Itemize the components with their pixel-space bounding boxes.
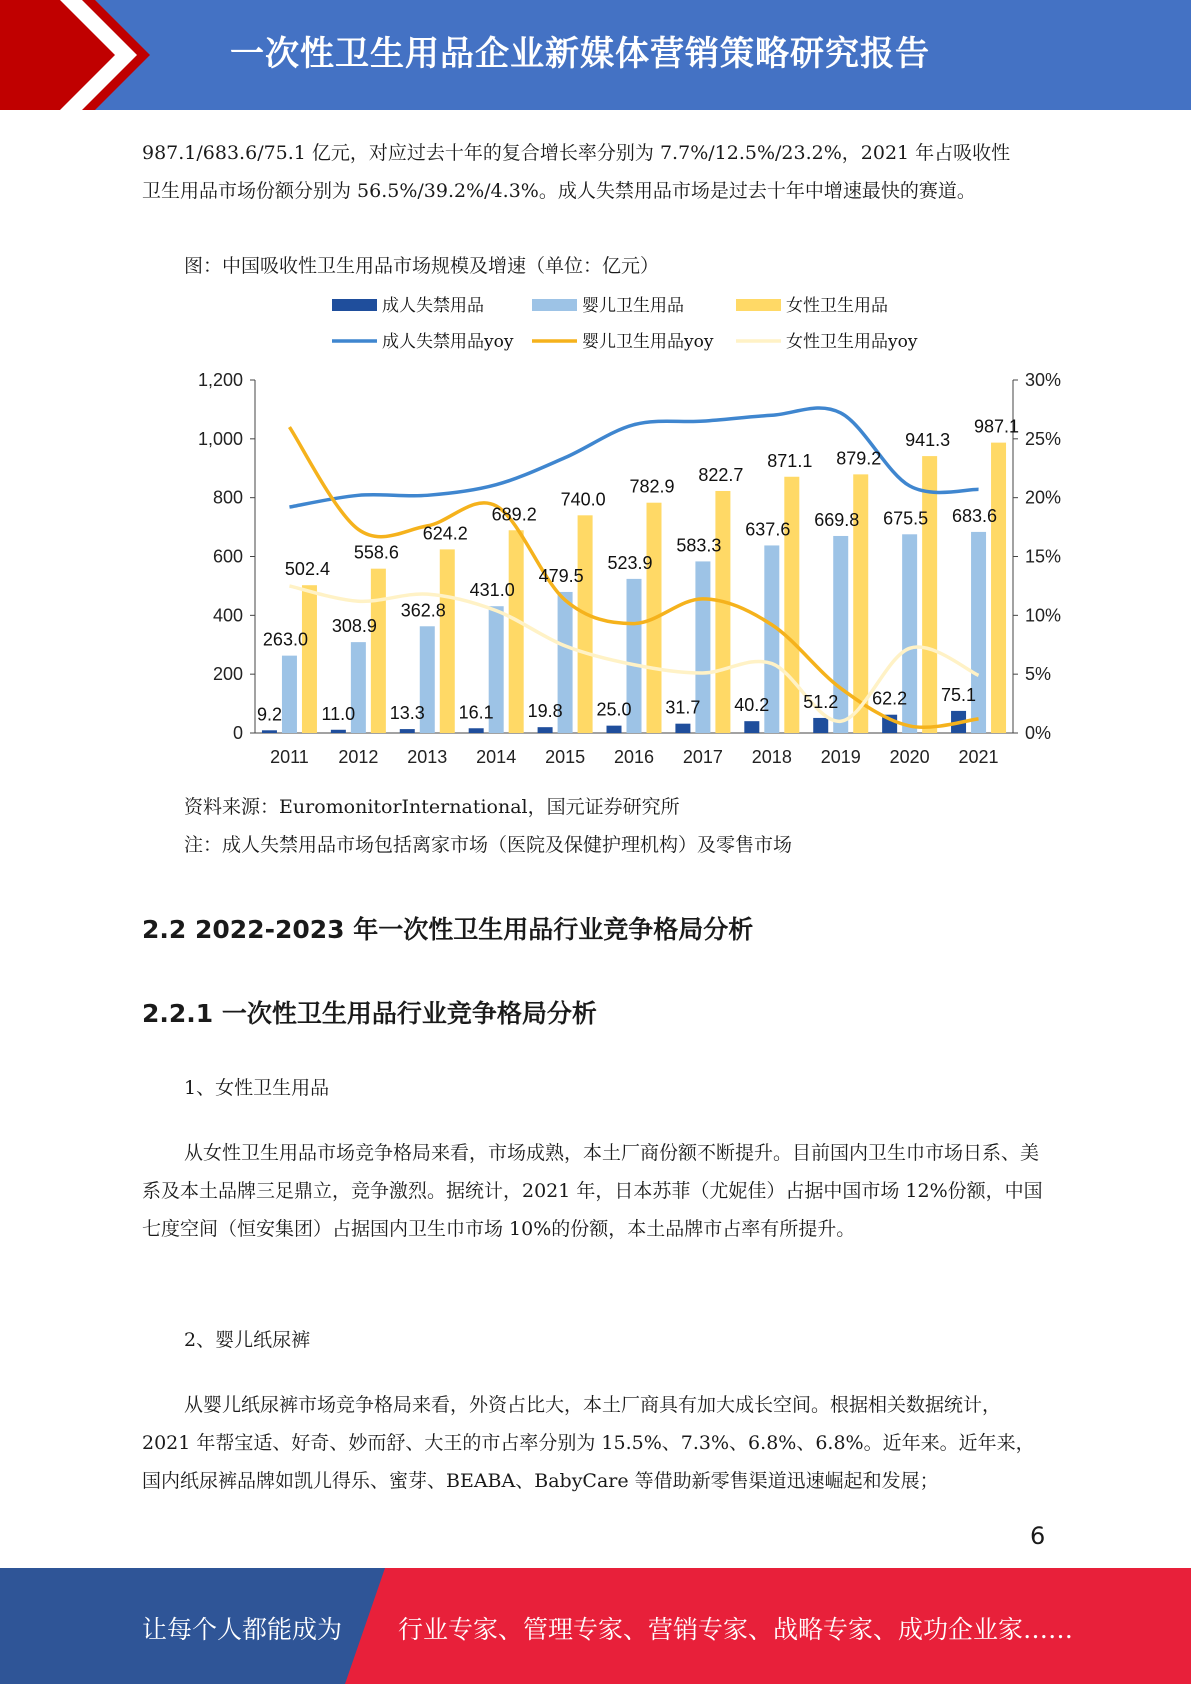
data-label: 941.3 xyxy=(905,430,951,451)
bar xyxy=(538,727,553,733)
y2-tick-label: 20% xyxy=(1025,487,1062,508)
legend-label: 婴儿卫生用品 xyxy=(582,296,684,316)
bar xyxy=(715,491,730,733)
page-header xyxy=(0,0,1191,110)
x-tick-label: 2011 xyxy=(270,747,309,767)
legend-swatch xyxy=(736,299,781,311)
legend-label: 女性卫生用品 xyxy=(786,296,888,316)
bar xyxy=(922,456,937,733)
data-label: 871.1 xyxy=(767,450,813,471)
data-label: 263.0 xyxy=(262,629,308,650)
figure-source: 资料来源：EuromonitorInternational，国元证券研究所 xyxy=(184,796,680,818)
y-tick-label: 800 xyxy=(212,487,243,508)
x-tick-label: 2021 xyxy=(958,747,999,767)
x-tick-label: 2016 xyxy=(613,747,655,767)
legend-label: 成人失禁用品yoy xyxy=(382,332,514,352)
data-label: 879.2 xyxy=(836,448,882,469)
data-label: 479.5 xyxy=(538,565,584,586)
data-label: 51.2 xyxy=(803,691,839,712)
y-tick-label: 0 xyxy=(232,723,243,743)
data-label: 683.6 xyxy=(952,505,998,526)
x-tick-label: 2018 xyxy=(751,747,792,767)
data-label: 62.2 xyxy=(872,688,908,709)
footer-slogan-right: 行业专家、管理专家、营销专家、战略专家、成功企业家…… xyxy=(398,1615,1074,1644)
x-tick-label: 2012 xyxy=(338,747,379,767)
page-number: 6 xyxy=(1030,1522,1046,1550)
data-label: 669.8 xyxy=(814,509,860,530)
y-tick-label: 400 xyxy=(212,605,243,626)
item-1-paragraph: 从女性卫生用品市场竞争格局来看，市场成熟，本土厂商份额不断提升。目前国内卫生巾市场日系、美系及本土品牌三足鼎立，竞争激烈。据统计，2021 年，日本苏菲（尤妮佳）占据中国市场 12%份额，中国七度空间（恒安集团）占据国内卫生巾市场 10%的份额，本土品牌市占率有所提升。 xyxy=(142,1142,1043,1240)
bar xyxy=(813,718,828,733)
page-footer xyxy=(0,1568,1191,1684)
footer-slogan-left: 让每个人都能成为 xyxy=(142,1615,343,1644)
y2-tick-label: 5% xyxy=(1025,664,1052,685)
bar xyxy=(331,730,346,733)
bar xyxy=(469,728,484,733)
data-label: 624.2 xyxy=(422,523,468,544)
y-tick-label: 1,200 xyxy=(197,370,243,390)
intro-line-1: 987.1/683.6/75.1 亿元，对应过去十年的复合增长率分别为 7.7%/12.5%/23.2%，2021 年占吸收性 xyxy=(142,142,1011,164)
y2-tick-label: 0% xyxy=(1025,723,1052,743)
y2-tick-label: 25% xyxy=(1025,428,1062,449)
y-tick-label: 1,000 xyxy=(197,428,243,449)
bar xyxy=(578,515,593,733)
figure-note: 注：成人失禁用品市场包括离家市场（医院及保健护理机构）及零售市场 xyxy=(184,834,793,856)
x-tick-label: 2013 xyxy=(407,747,448,767)
y-tick-label: 200 xyxy=(212,664,243,685)
data-label: 987.1 xyxy=(974,416,1020,437)
figure-caption: 图：中国吸收性卫生用品市场规模及增速（单位：亿元） xyxy=(184,255,660,277)
y2-tick-label: 30% xyxy=(1025,370,1062,390)
item-1-label: 1、女性卫生用品 xyxy=(184,1077,330,1099)
section-heading-2-2-1: 2.2.1 一次性卫生用品行业竞争格局分析 xyxy=(142,999,597,1028)
bar xyxy=(784,477,799,733)
bar xyxy=(675,724,690,733)
intro-line-2: 卫生用品市场份额分别为 56.5%/39.2%/4.3%。成人失禁用品市场是过去十年中增速最快的赛道。 xyxy=(142,180,976,202)
data-label: 523.9 xyxy=(607,552,653,573)
data-label: 40.2 xyxy=(734,695,770,716)
data-label: 558.6 xyxy=(353,542,399,563)
section-heading-2-2: 2.2 2022-2023 年一次性卫生用品行业竞争格局分析 xyxy=(142,915,754,944)
legend-label: 婴儿卫生用品yoy xyxy=(582,332,714,352)
bar xyxy=(509,530,524,733)
bar xyxy=(744,721,759,733)
bar xyxy=(371,569,386,733)
x-tick-label: 2020 xyxy=(889,747,930,767)
legend-swatch xyxy=(532,299,577,311)
data-label: 675.5 xyxy=(883,508,929,529)
data-label: 75.1 xyxy=(941,684,977,705)
data-label: 16.1 xyxy=(458,702,494,723)
data-label: 19.8 xyxy=(527,701,563,722)
item-2-label: 2、婴儿纸尿裤 xyxy=(184,1329,311,1351)
item-2-paragraph: 从婴儿纸尿裤市场竞争格局来看，外资占比大，本土厂商具有加大成长空间。根据相关数据统计，2021 年帮宝适、好奇、妙而舒、大王的市占率分别为 15.5%、7.3%、6.8%、6.8%。近年来。近年来，国内纸尿裤品牌如凯儿得乐、蜜芽、BEABA、BabyCare 等借助新零售渠道迅速崛起和发展； xyxy=(142,1394,1035,1492)
data-label: 9.2 xyxy=(256,704,282,725)
y-tick-label: 600 xyxy=(212,546,243,567)
x-tick-label: 2015 xyxy=(545,747,586,767)
data-label: 31.7 xyxy=(665,697,701,718)
legend-label: 成人失禁用品 xyxy=(382,296,484,316)
x-tick-label: 2019 xyxy=(820,747,861,767)
market-size-chart xyxy=(170,280,1090,770)
data-label: 637.6 xyxy=(745,519,791,540)
data-label: 11.0 xyxy=(321,703,356,724)
data-label: 362.8 xyxy=(400,600,446,621)
bar xyxy=(400,729,415,733)
data-label: 308.9 xyxy=(331,616,377,637)
x-tick-label: 2014 xyxy=(476,747,517,767)
data-label: 689.2 xyxy=(491,504,537,525)
header-title: 一次性卫生用品企业新媒体营销策略研究报告 xyxy=(230,34,930,74)
data-label: 782.9 xyxy=(629,476,675,497)
bar xyxy=(991,443,1006,733)
legend-label: 女性卫生用品yoy xyxy=(786,332,918,352)
legend-swatch xyxy=(332,299,377,311)
y2-tick-label: 10% xyxy=(1025,605,1062,626)
y2-tick-label: 15% xyxy=(1025,546,1062,567)
data-label: 740.0 xyxy=(560,489,606,510)
x-tick-label: 2017 xyxy=(682,747,723,767)
bar xyxy=(440,549,455,733)
bar xyxy=(282,656,297,733)
bar xyxy=(262,730,277,733)
data-label: 431.0 xyxy=(469,580,515,601)
bar xyxy=(302,585,317,733)
data-label: 13.3 xyxy=(389,703,425,724)
data-label: 25.0 xyxy=(596,699,632,720)
data-label: 502.4 xyxy=(284,559,330,580)
data-label: 822.7 xyxy=(698,464,744,485)
bar xyxy=(607,726,622,733)
data-label: 583.3 xyxy=(676,535,722,556)
